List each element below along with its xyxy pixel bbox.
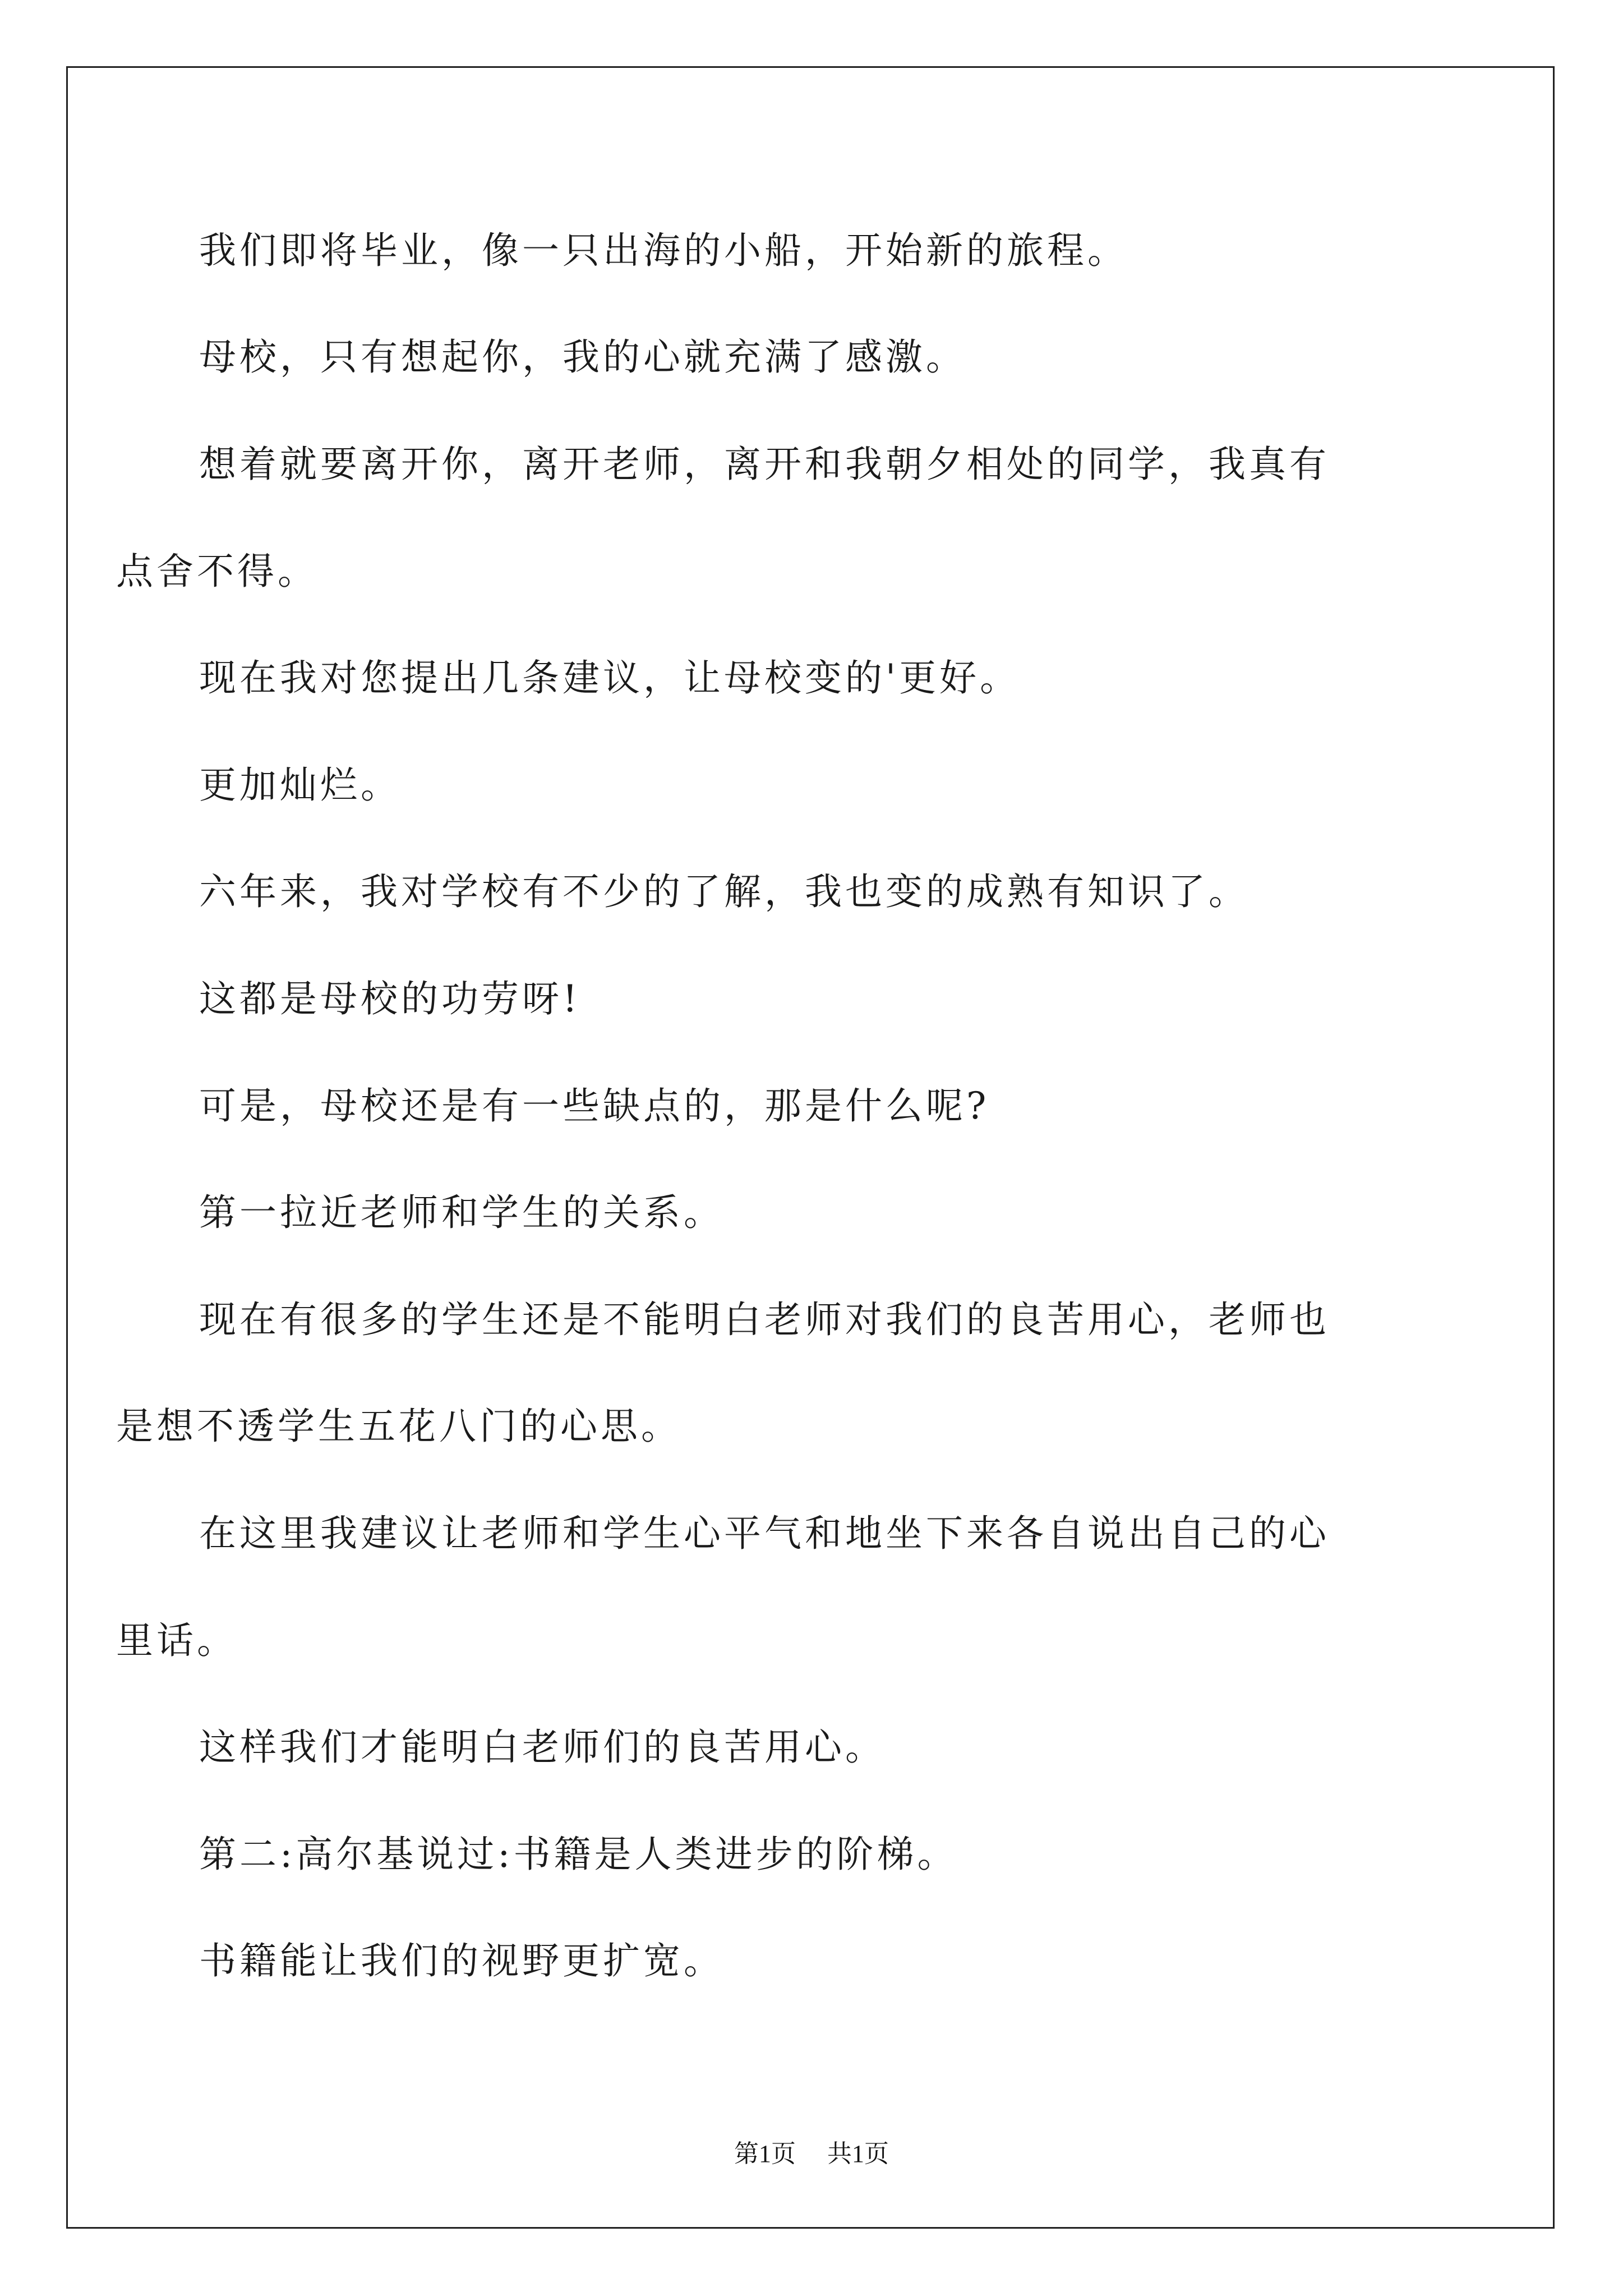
paragraph-11-line-2: 里话。 bbox=[116, 1619, 237, 1662]
paragraph-3-line-1: 想着就要离开你，离开老师，离开和我朝夕相处的同学，我真有 bbox=[199, 443, 1330, 486]
paragraph-2-line-1: 母校，只有想起你，我的心就充满了感激。 bbox=[199, 335, 966, 379]
paragraph-13-line-1: 第二:高尔基说过:书籍是人类进步的阶梯。 bbox=[199, 1833, 958, 1876]
paragraph-12-line-1: 这样我们才能明白老师们的良苦用心。 bbox=[199, 1726, 886, 1769]
paragraph-10-line-1: 现在有很多的学生还是不能明白老师对我们的良苦用心，老师也 bbox=[199, 1298, 1330, 1341]
page-total: 共1页 bbox=[827, 2140, 889, 2168]
paragraph-14-line-1: 书籍能让我们的视野更扩宽。 bbox=[199, 1939, 724, 1982]
page-footer bbox=[0, 2142, 1623, 2166]
paragraph-3-line-2: 点舍不得。 bbox=[116, 550, 318, 593]
paragraph-5-line-1: 更加灿烂。 bbox=[199, 763, 401, 807]
page-number: 第1页 bbox=[734, 2140, 796, 2168]
paragraph-4-line-1: 现在我对您提出几条建议，让母校变的'更好。 bbox=[199, 656, 1021, 700]
paragraph-7-line-1: 这都是母校的功劳呀! bbox=[199, 977, 581, 1020]
paragraph-9-line-1: 第一拉近老师和学生的关系。 bbox=[199, 1191, 724, 1234]
paragraph-10-line-2: 是想不透学生五花八门的心思。 bbox=[116, 1405, 681, 1448]
paragraph-8-line-1: 可是，母校还是有一些缺点的，那是什么呢? bbox=[199, 1084, 990, 1128]
page-border bbox=[66, 66, 1555, 2229]
paragraph-6-line-1: 六年来，我对学校有不少的了解，我也变的成熟有知识了。 bbox=[199, 870, 1249, 913]
paragraph-1-line-1: 我们即将毕业，像一只出海的小船，开始新的旅程。 bbox=[199, 229, 1128, 272]
paragraph-11-line-1: 在这里我建议让老师和学生心平气和地坐下来各自说出自己的心 bbox=[199, 1512, 1330, 1555]
